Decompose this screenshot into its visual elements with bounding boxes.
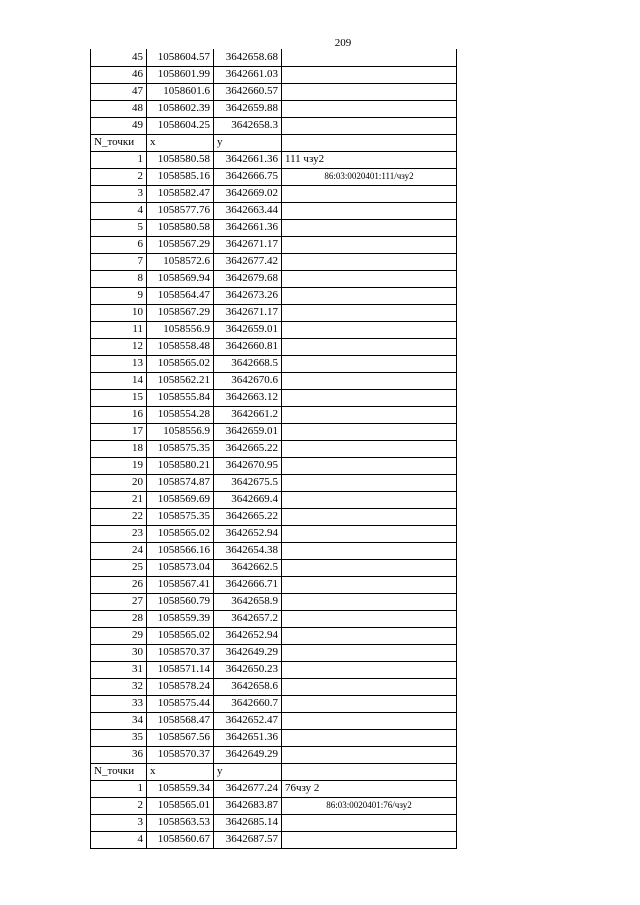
y-coordinate-cell: 3642666.71: [214, 576, 282, 593]
x-coordinate-cell: 1058604.25: [147, 117, 214, 134]
note-cell: [282, 49, 457, 66]
table-row: [91, 695, 457, 712]
note-cell: [282, 457, 457, 474]
note-cell: [282, 338, 457, 355]
note-cell: 111 чзу2: [282, 151, 457, 168]
y-coordinate-cell: 3642649.29: [214, 644, 282, 661]
x-coordinate-cell: 1058604.57: [147, 49, 214, 66]
x-coordinate-cell: 1058570.37: [147, 746, 214, 763]
y-coordinate-cell: 3642660.57: [214, 83, 282, 100]
note-cell: [282, 287, 457, 304]
table-row: [91, 729, 457, 746]
note-cell: [282, 134, 457, 151]
y-coordinate-cell: 3642665.22: [214, 508, 282, 525]
note-cell: [282, 576, 457, 593]
table-row: [91, 831, 457, 848]
table-row: [91, 746, 457, 763]
note-cell: [282, 559, 457, 576]
table-row: [91, 236, 457, 253]
note-cell: [282, 83, 457, 100]
point-number-cell: 17: [91, 423, 147, 440]
column-header-y: y: [214, 763, 282, 780]
x-coordinate-cell: 1058554.28: [147, 406, 214, 423]
y-coordinate-cell: 3642652.94: [214, 525, 282, 542]
x-coordinate-cell: 1058577.76: [147, 202, 214, 219]
point-number-cell: 30: [91, 644, 147, 661]
note-cell: [282, 491, 457, 508]
note-cell: 86:03:0020401:111/чзу2: [282, 168, 457, 185]
note-cell: [282, 270, 457, 287]
point-number-cell: 6: [91, 236, 147, 253]
table-row: [91, 117, 457, 134]
table-row: [91, 559, 457, 576]
note-cell: [282, 389, 457, 406]
x-coordinate-cell: 1058570.37: [147, 644, 214, 661]
point-number-cell: 22: [91, 508, 147, 525]
table-row: [91, 712, 457, 729]
table-row: [91, 100, 457, 117]
note-cell: [282, 763, 457, 780]
table-header-row: [91, 763, 457, 780]
table-row: [91, 423, 457, 440]
note-cell: [282, 712, 457, 729]
y-coordinate-cell: 3642687.57: [214, 831, 282, 848]
point-number-cell: 4: [91, 202, 147, 219]
x-coordinate-cell: 1058562.21: [147, 372, 214, 389]
table-row: [91, 661, 457, 678]
page-number: 209: [334, 37, 352, 49]
table-row: [91, 338, 457, 355]
table-row: [91, 287, 457, 304]
point-number-cell: 4: [91, 831, 147, 848]
note-cell: [282, 627, 457, 644]
y-coordinate-cell: 3642685.14: [214, 814, 282, 831]
point-number-cell: 49: [91, 117, 147, 134]
note-cell: [282, 66, 457, 83]
x-coordinate-cell: 1058567.29: [147, 304, 214, 321]
table-row: [91, 576, 457, 593]
y-coordinate-cell: 3642654.38: [214, 542, 282, 559]
note-cell: [282, 525, 457, 542]
y-coordinate-cell: 3642657.2: [214, 610, 282, 627]
point-number-cell: 19: [91, 457, 147, 474]
point-number-cell: 36: [91, 746, 147, 763]
x-coordinate-cell: 1058569.94: [147, 270, 214, 287]
table-row: [91, 644, 457, 661]
note-cell: [282, 185, 457, 202]
table-row: [91, 219, 457, 236]
y-coordinate-cell: 3642670.6: [214, 372, 282, 389]
note-cell: 76чзу 2: [282, 780, 457, 797]
table-row: [91, 610, 457, 627]
table-row: [91, 66, 457, 83]
y-coordinate-cell: 3642669.4: [214, 491, 282, 508]
table-row: [91, 355, 457, 372]
table-row: [91, 457, 457, 474]
x-coordinate-cell: 1058580.21: [147, 457, 214, 474]
x-coordinate-cell: 1058565.02: [147, 355, 214, 372]
x-coordinate-cell: 1058580.58: [147, 151, 214, 168]
table-row: [91, 406, 457, 423]
point-number-cell: 35: [91, 729, 147, 746]
coordinates-table-body: [91, 49, 457, 848]
y-coordinate-cell: 3642659.88: [214, 100, 282, 117]
point-number-cell: 25: [91, 559, 147, 576]
point-number-cell: 48: [91, 100, 147, 117]
x-coordinate-cell: 1058559.39: [147, 610, 214, 627]
y-coordinate-cell: 3642679.68: [214, 270, 282, 287]
table-row: [91, 814, 457, 831]
table-row: [91, 304, 457, 321]
y-coordinate-cell: 3642668.5: [214, 355, 282, 372]
note-cell: [282, 593, 457, 610]
point-number-cell: 15: [91, 389, 147, 406]
x-coordinate-cell: 1058564.47: [147, 287, 214, 304]
point-number-cell: 13: [91, 355, 147, 372]
point-number-cell: 27: [91, 593, 147, 610]
x-coordinate-cell: 1058566.16: [147, 542, 214, 559]
x-coordinate-cell: 1058575.35: [147, 508, 214, 525]
table-row: [91, 253, 457, 270]
y-coordinate-cell: 3642658.68: [214, 49, 282, 66]
table-row: [91, 780, 457, 797]
y-coordinate-cell: 3642661.36: [214, 151, 282, 168]
note-cell: [282, 508, 457, 525]
point-number-cell: 46: [91, 66, 147, 83]
table-row: [91, 508, 457, 525]
point-number-cell: 21: [91, 491, 147, 508]
x-coordinate-cell: 1058558.48: [147, 338, 214, 355]
y-coordinate-cell: 3642658.6: [214, 678, 282, 695]
x-coordinate-cell: 1058571.14: [147, 661, 214, 678]
x-coordinate-cell: 1058565.01: [147, 797, 214, 814]
point-number-cell: 9: [91, 287, 147, 304]
x-coordinate-cell: 1058556.9: [147, 321, 214, 338]
x-coordinate-cell: 1058580.58: [147, 219, 214, 236]
note-cell: [282, 372, 457, 389]
y-coordinate-cell: 3642683.87: [214, 797, 282, 814]
column-header-point: N_точки: [91, 763, 147, 780]
x-coordinate-cell: 1058556.9: [147, 423, 214, 440]
note-cell: [282, 729, 457, 746]
y-coordinate-cell: 3642662.5: [214, 559, 282, 576]
point-number-cell: 20: [91, 474, 147, 491]
point-number-cell: 33: [91, 695, 147, 712]
note-cell: [282, 440, 457, 457]
x-coordinate-cell: 1058567.29: [147, 236, 214, 253]
point-number-cell: 3: [91, 185, 147, 202]
x-coordinate-cell: 1058601.6: [147, 83, 214, 100]
y-coordinate-cell: 3642663.44: [214, 202, 282, 219]
table-row: [91, 593, 457, 610]
table-row: [91, 542, 457, 559]
table-row: [91, 627, 457, 644]
table-row: [91, 202, 457, 219]
point-number-cell: 26: [91, 576, 147, 593]
y-coordinate-cell: 3642661.2: [214, 406, 282, 423]
y-coordinate-cell: 3642658.9: [214, 593, 282, 610]
x-coordinate-cell: 1058585.16: [147, 168, 214, 185]
x-coordinate-cell: 1058578.24: [147, 678, 214, 695]
table-row: [91, 525, 457, 542]
y-coordinate-cell: 3642661.36: [214, 219, 282, 236]
x-coordinate-cell: 1058572.6: [147, 253, 214, 270]
table-row: [91, 270, 457, 287]
column-header-y: y: [214, 134, 282, 151]
point-number-cell: 2: [91, 168, 147, 185]
note-cell: [282, 117, 457, 134]
table-row: [91, 83, 457, 100]
note-cell: [282, 219, 457, 236]
note-cell: [282, 661, 457, 678]
note-cell: [282, 814, 457, 831]
point-number-cell: 45: [91, 49, 147, 66]
y-coordinate-cell: 3642666.75: [214, 168, 282, 185]
point-number-cell: 16: [91, 406, 147, 423]
x-coordinate-cell: 1058565.02: [147, 525, 214, 542]
y-coordinate-cell: 3642659.01: [214, 321, 282, 338]
point-number-cell: 18: [91, 440, 147, 457]
x-coordinate-cell: 1058555.84: [147, 389, 214, 406]
table-row: [91, 678, 457, 695]
point-number-cell: 23: [91, 525, 147, 542]
point-number-cell: 28: [91, 610, 147, 627]
point-number-cell: 7: [91, 253, 147, 270]
point-number-cell: 1: [91, 780, 147, 797]
point-number-cell: 12: [91, 338, 147, 355]
point-number-cell: 14: [91, 372, 147, 389]
y-coordinate-cell: 3642671.17: [214, 304, 282, 321]
y-coordinate-cell: 3642651.36: [214, 729, 282, 746]
y-coordinate-cell: 3642652.94: [214, 627, 282, 644]
point-number-cell: 34: [91, 712, 147, 729]
note-cell: [282, 831, 457, 848]
column-header-x: x: [147, 134, 214, 151]
note-cell: 86:03:0020401:76/чзу2: [282, 797, 457, 814]
point-number-cell: 2: [91, 797, 147, 814]
table-row: [91, 372, 457, 389]
table-row: [91, 797, 457, 814]
x-coordinate-cell: 1058573.04: [147, 559, 214, 576]
y-coordinate-cell: 3642652.47: [214, 712, 282, 729]
x-coordinate-cell: 1058567.56: [147, 729, 214, 746]
y-coordinate-cell: 3642670.95: [214, 457, 282, 474]
y-coordinate-cell: 3642677.42: [214, 253, 282, 270]
note-cell: [282, 253, 457, 270]
point-number-cell: 32: [91, 678, 147, 695]
y-coordinate-cell: 3642671.17: [214, 236, 282, 253]
table-row: [91, 491, 457, 508]
note-cell: [282, 746, 457, 763]
x-coordinate-cell: 1058575.35: [147, 440, 214, 457]
note-cell: [282, 678, 457, 695]
table-row: [91, 185, 457, 202]
note-cell: [282, 304, 457, 321]
table-row: [91, 168, 457, 185]
note-cell: [282, 236, 457, 253]
y-coordinate-cell: 3642663.12: [214, 389, 282, 406]
x-coordinate-cell: 1058568.47: [147, 712, 214, 729]
y-coordinate-cell: 3642660.7: [214, 695, 282, 712]
x-coordinate-cell: 1058560.67: [147, 831, 214, 848]
y-coordinate-cell: 3642665.22: [214, 440, 282, 457]
y-coordinate-cell: 3642649.29: [214, 746, 282, 763]
x-coordinate-cell: 1058560.79: [147, 593, 214, 610]
table-row: [91, 49, 457, 66]
point-number-cell: 47: [91, 83, 147, 100]
x-coordinate-cell: 1058582.47: [147, 185, 214, 202]
x-coordinate-cell: 1058574.87: [147, 474, 214, 491]
table-row: [91, 389, 457, 406]
coordinates-table: [90, 49, 457, 849]
note-cell: [282, 474, 457, 491]
x-coordinate-cell: 1058563.53: [147, 814, 214, 831]
column-header-point: N_точки: [91, 134, 147, 151]
point-number-cell: 5: [91, 219, 147, 236]
note-cell: [282, 321, 457, 338]
x-coordinate-cell: 1058602.39: [147, 100, 214, 117]
point-number-cell: 11: [91, 321, 147, 338]
y-coordinate-cell: 3642669.02: [214, 185, 282, 202]
x-coordinate-cell: 1058601.99: [147, 66, 214, 83]
y-coordinate-cell: 3642660.81: [214, 338, 282, 355]
x-coordinate-cell: 1058569.69: [147, 491, 214, 508]
note-cell: [282, 695, 457, 712]
x-coordinate-cell: 1058559.34: [147, 780, 214, 797]
table-row: [91, 151, 457, 168]
y-coordinate-cell: 3642675.5: [214, 474, 282, 491]
note-cell: [282, 644, 457, 661]
note-cell: [282, 406, 457, 423]
x-coordinate-cell: 1058565.02: [147, 627, 214, 644]
y-coordinate-cell: 3642661.03: [214, 66, 282, 83]
note-cell: [282, 610, 457, 627]
x-coordinate-cell: 1058575.44: [147, 695, 214, 712]
y-coordinate-cell: 3642650.23: [214, 661, 282, 678]
point-number-cell: 24: [91, 542, 147, 559]
y-coordinate-cell: 3642658.3: [214, 117, 282, 134]
note-cell: [282, 355, 457, 372]
note-cell: [282, 542, 457, 559]
y-coordinate-cell: 3642677.24: [214, 780, 282, 797]
table-row: [91, 440, 457, 457]
x-coordinate-cell: 1058567.41: [147, 576, 214, 593]
table-header-row: [91, 134, 457, 151]
point-number-cell: 31: [91, 661, 147, 678]
point-number-cell: 8: [91, 270, 147, 287]
note-cell: [282, 100, 457, 117]
note-cell: [282, 423, 457, 440]
point-number-cell: 3: [91, 814, 147, 831]
note-cell: [282, 202, 457, 219]
y-coordinate-cell: 3642673.26: [214, 287, 282, 304]
y-coordinate-cell: 3642659.01: [214, 423, 282, 440]
point-number-cell: 10: [91, 304, 147, 321]
point-number-cell: 29: [91, 627, 147, 644]
table-row: [91, 321, 457, 338]
table-row: [91, 474, 457, 491]
point-number-cell: 1: [91, 151, 147, 168]
column-header-x: x: [147, 763, 214, 780]
